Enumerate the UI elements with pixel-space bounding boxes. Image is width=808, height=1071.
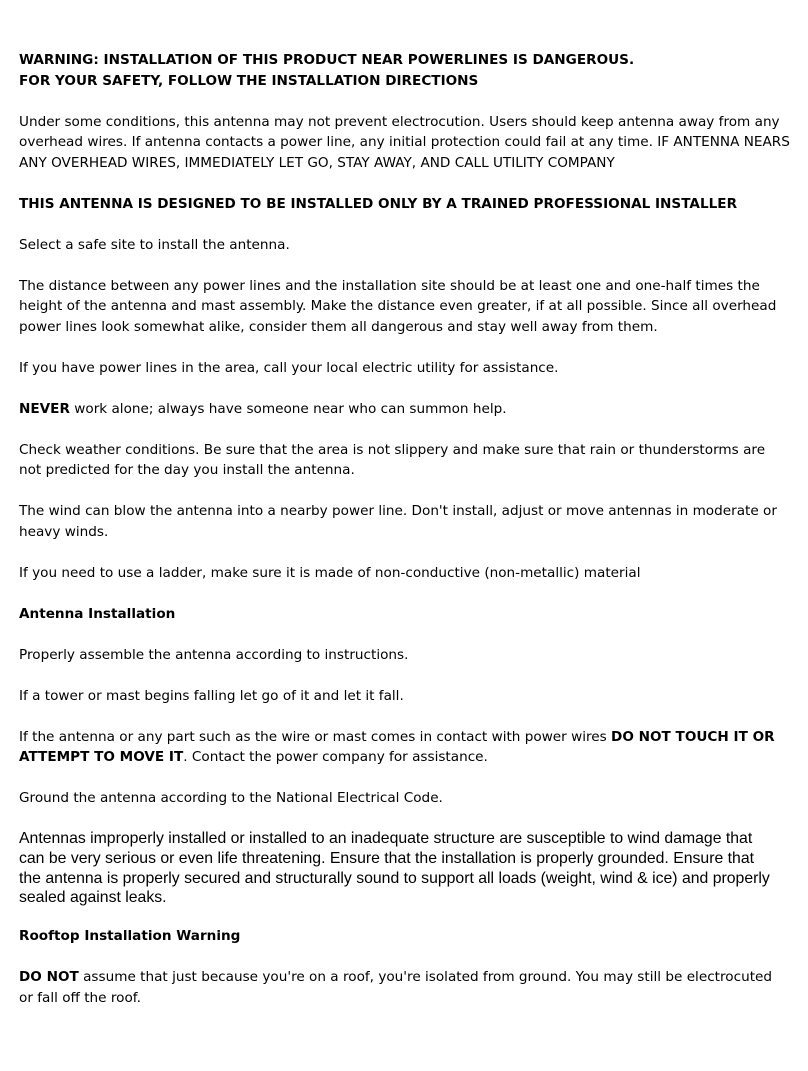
electrocution-line-3: ANY OVERHEAD WIRES, IMMEDIATELY LET GO, STAY AWAY, AND CALL UTILITY COMPANY	[19, 154, 615, 171]
safe-site-paragraph: Select a safe site to install the antenna.	[19, 236, 290, 253]
do-not-touch-emphasis: DO NOT TOUCH IT OR	[611, 728, 775, 745]
never-alone-paragraph	[19, 399, 790, 420]
warning-heading-line-1: WARNING: INSTALLATION OF THIS PRODUCT NEAR POWERLINES IS DANGEROUS.	[19, 52, 635, 68]
distance-line-1: The distance between any power lines and the installation site should be at least one and one-half times the	[19, 277, 760, 294]
tower-falling-paragraph: If a tower or mast begins falling let go of it and let it fall.	[19, 687, 404, 704]
wind-paragraph	[19, 501, 790, 542]
rooftop-paragraph	[19, 967, 790, 1008]
electrocution-line-1: Under some conditions, this antenna may not prevent electrocution. Users should keep antenna away from any	[19, 113, 780, 130]
antenna-installation-heading: Antenna Installation	[19, 605, 176, 622]
improper-line-3: the antenna is properly secured and structurally sound to support all loads (weight, wind & ice) and properly	[19, 869, 770, 887]
warning-heading	[19, 50, 790, 91]
power-contact-paragraph	[19, 727, 790, 768]
rooftop-warning-heading: Rooftop Installation Warning	[19, 928, 241, 945]
distance-line-3: power lines look somewhat alike, consider them all dangerous and stay well away from them.	[19, 318, 658, 335]
never-emphasis: NEVER	[19, 400, 70, 417]
distance-paragraph	[19, 276, 790, 338]
warning-heading-line-2: FOR YOUR SAFETY, FOLLOW THE INSTALLATION DIRECTIONS	[19, 72, 479, 89]
ladder-paragraph: If you need to use a ladder, make sure it is made of non-conductive (non-metallic) material	[19, 564, 641, 581]
rooftop-text-1: assume that just because you're on a roof, you're isolated from ground. You may still be electrocuted	[78, 969, 773, 986]
weather-line-2: not predicted for the day you install the antenna.	[19, 462, 355, 478]
electrocution-paragraph	[19, 112, 790, 174]
document-page	[19, 50, 790, 1008]
ground-paragraph: Ground the antenna according to the National Electrical Code.	[19, 790, 443, 806]
improper-line-2: can be very serious or even life threatening. Ensure that the installation is properly grounded. Ensure that	[19, 849, 754, 867]
professional-installer-heading: THIS ANTENNA IS DESIGNED TO BE INSTALLED ONLY BY A TRAINED PROFESSIONAL INSTALLER	[19, 195, 738, 212]
power-contact-text-1: If the antenna or any part such as the wire or mast comes in contact with power wires	[19, 728, 612, 745]
weather-line-1: Check weather conditions. Be sure that the area is not slippery and make sure that rain or thunderstorms are	[19, 441, 766, 458]
power-contact-text-2: . Contact the power company for assistance.	[183, 749, 488, 765]
rooftop-line-1	[19, 967, 790, 988]
distance-line-2: height of the antenna and mast assembly. Make the distance even greater, if at all possible. Since all overhead	[19, 298, 777, 314]
attempt-to-move-emphasis: ATTEMPT TO MOVE IT	[19, 749, 184, 765]
weather-paragraph	[19, 440, 790, 481]
wind-line-2: heavy winds.	[19, 523, 109, 540]
improper-installation-paragraph	[19, 829, 790, 908]
wind-line-1: The wind can blow the antenna into a nearby power line. Don't install, adjust or move antennas in moderate or	[19, 503, 777, 519]
improper-line-4: sealed against leaks.	[19, 889, 167, 907]
rooftop-line-2: or fall off the roof.	[19, 989, 141, 1006]
power-contact-line-1	[19, 727, 790, 748]
do-not-emphasis: DO NOT	[19, 969, 79, 986]
electrocution-line-2: overhead wires. If antenna contacts a power line, any initial protection could fail at any time. IF ANTENNA NEARS	[19, 134, 790, 150]
assemble-paragraph: Properly assemble the antenna according to instructions.	[19, 646, 409, 663]
improper-line-1: Antennas improperly installed or installed to an inadequate structure are susceptible to wind damage that	[19, 830, 753, 847]
never-alone-text: work alone; always have someone near who can summon help.	[69, 400, 507, 417]
power-contact-line-2	[19, 747, 790, 768]
utility-assistance-paragraph: If you have power lines in the area, call your local electric utility for assistance.	[19, 359, 559, 376]
